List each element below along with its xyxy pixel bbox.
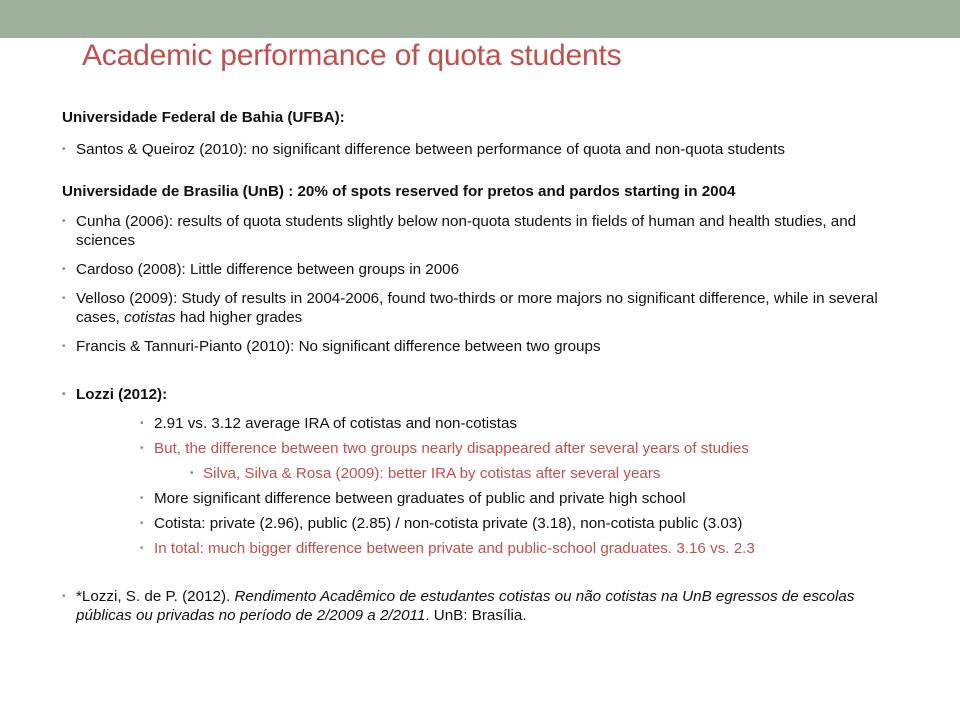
lozzi-item-total: • In total: much bigger difference between private and public-school graduates. 3.16 vs. 2.3: [62, 539, 912, 558]
reference-citation: [62, 587, 912, 625]
unb-item-velloso: [62, 289, 912, 327]
unb-item-francis: • Francis & Tannuri-Pianto (2010): No significant difference between two groups: [62, 337, 912, 356]
lozzi-item-cotista-values: • Cotista: private (2.96), public (2.85) / non-cotista private (3.18), non-cotista public (3.03): [62, 514, 912, 533]
ufba-heading: Universidade Federal de Bahia (UFBA):: [62, 109, 345, 126]
lozzi-item-public-private: • More significant difference between graduates of public and private high school: [62, 489, 912, 508]
unb-heading: Universidade de Brasilia (UnB) : 20% of spots reserved for pretos and pardos starting in 2004: [62, 183, 736, 200]
lozzi-item-ira: • 2.91 vs. 3.12 average IRA of cotistas and non-cotistas: [62, 414, 912, 433]
slide-title: Academic performance of quota students: [82, 39, 622, 72]
reference-authors: *Lozzi, S. de P. (2012).: [76, 588, 235, 605]
lozzi-heading: • Lozzi (2012):: [62, 385, 912, 404]
reference-publisher: . UnB: Brasília.: [425, 607, 527, 624]
velloso-text: Velloso (2009): Study of results in 2004-2006, found two-thirds or more majors no significant difference, while in several cases,: [76, 290, 878, 326]
unb-item-cardoso: • Cardoso (2008): Little difference between groups in 2006: [62, 260, 912, 279]
unb-item-cunha: • Cunha (2006): results of quota students slightly below non-quota students in fields of human and health studies, and sciences: [62, 212, 912, 250]
velloso-italic: cotistas: [124, 309, 176, 326]
top-banner: [0, 0, 960, 38]
lozzi-item-difference: • But, the difference between two groups nearly disappeared after several years of studies: [62, 439, 912, 458]
lozzi-subitem-silva: • Silva, Silva & Rosa (2009): better IRA by cotistas after several years: [62, 464, 912, 483]
velloso-text-end: had higher grades: [175, 309, 303, 326]
reference-title: Rendimento Acadêmico de estudantes cotistas ou não cotistas na UnB egressos de escolas públicas ou privadas no período de 2/2009 a 2/2011: [76, 588, 855, 624]
ufba-item-santos: • Santos & Queiroz (2010): no significant difference between performance of quota and non-quota students: [62, 140, 912, 159]
slide-body: [62, 108, 912, 625]
